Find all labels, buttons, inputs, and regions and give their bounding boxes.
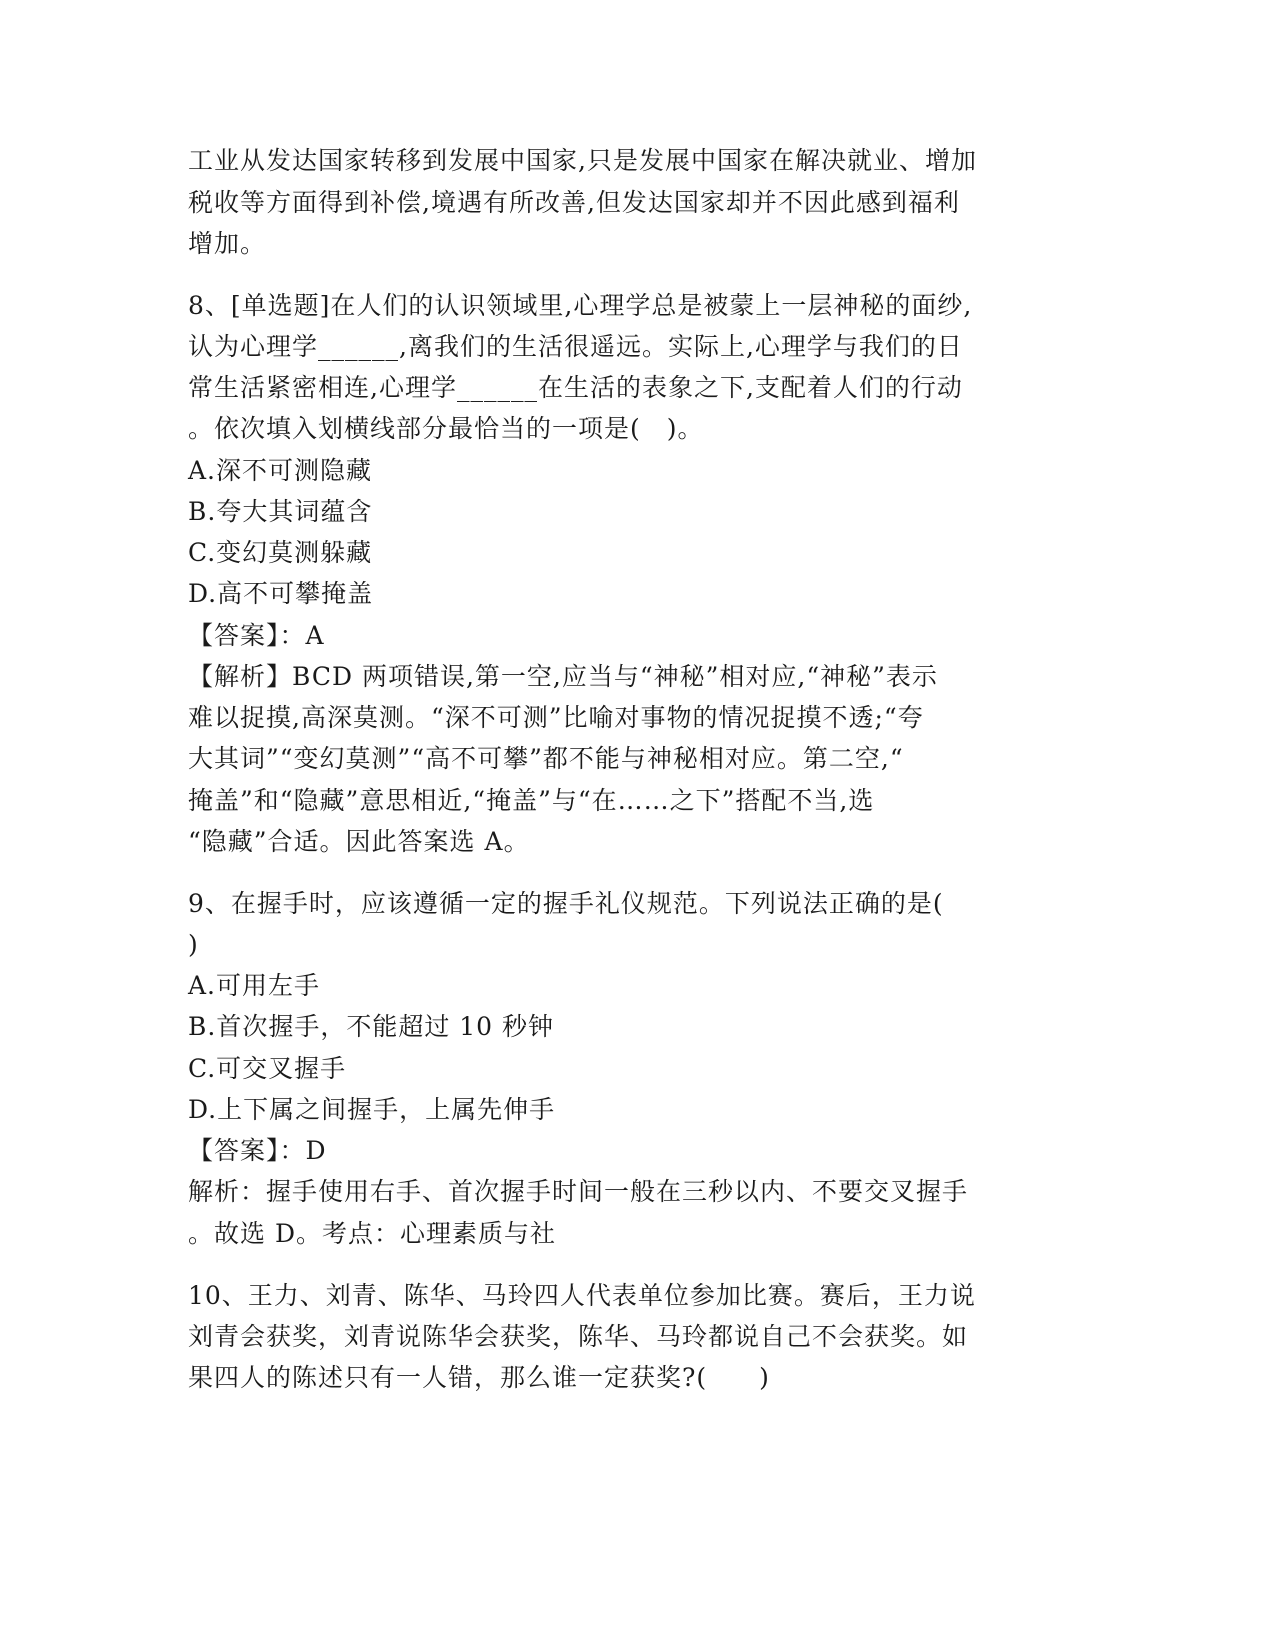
option-d: D.高不可攀掩盖 [188, 579, 374, 608]
option-b: B.首次握手，不能超过 10 秒钟 [188, 1012, 555, 1041]
question-stem-line: 9、在握手时，应该遵循一定的握手礼仪规范。下列说法正确的是( [188, 889, 944, 918]
analysis-line: 难以捉摸,高深莫测。“深不可测”比喻对事物的情况捉摸不透;“夸 [188, 703, 924, 732]
intro-line: 工业从发达国家转移到发展中国家,只是发展中国家在解决就业、增加 [188, 146, 977, 175]
analysis-line: “隐藏”合适。因此答案选 A。 [188, 827, 530, 856]
analysis-line: 。故选 D。考点：心理素质与社 [188, 1219, 556, 1248]
question-stem-line: 果四人的陈述只有一人错，那么谁一定获奖?( ) [188, 1363, 770, 1392]
option-b: B.夸大其词蕴含 [188, 497, 373, 526]
question-stem-line: 常生活紧密相连,心理学______在生活的表象之下,支配着人们的行动 [188, 373, 963, 402]
analysis-line: 掩盖”和“隐藏”意思相近,“掩盖”与“在……之下”搭配不当,选 [188, 786, 875, 815]
option-c: C.变幻莫测躲藏 [188, 538, 373, 567]
intro-line: 增加。 [188, 229, 267, 258]
question-stem-line: 8、[单选题]在人们的认识领域里,心理学总是被蒙上一层神秘的面纱, [188, 291, 973, 320]
question-stem-line: 。依次填入划横线部分最恰当的一项是( )。 [188, 414, 704, 443]
answer-line: 【答案】：D [188, 1136, 327, 1165]
question-stem-line: 10、王力、刘青、陈华、马玲四人代表单位参加比赛。赛后，王力说 [188, 1281, 976, 1310]
answer-line: 【答案】：A [188, 621, 325, 650]
analysis-line: 大其词”“变幻莫测”“高不可攀”都不能与神秘相对应。第二空,“ [188, 744, 904, 773]
option-a: A.深不可测隐藏 [188, 456, 373, 485]
question-stem-line: 认为心理学______,离我们的生活很遥远。实际上,心理学与我们的日 [188, 332, 963, 361]
question-stem-line: 刘青会获奖，刘青说陈华会获奖，陈华、马玲都说自己不会获奖。如 [188, 1322, 969, 1351]
option-d: D.上下属之间握手，上属先伸手 [188, 1095, 556, 1124]
analysis-line: 【解析】BCD 两项错误,第一空,应当与“神秘”相对应,“神秘”表示 [188, 662, 938, 691]
intro-line: 税收等方面得到补偿,境遇有所改善,但发达国家却并不因此感到福利 [188, 188, 960, 217]
question-stem-line: ) [188, 930, 199, 959]
analysis-line: 解析：握手使用右手、首次握手时间一般在三秒以内、不要交叉握手 [188, 1177, 969, 1206]
option-c: C.可交叉握手 [188, 1054, 347, 1083]
option-a: A.可用左手 [188, 971, 321, 1000]
